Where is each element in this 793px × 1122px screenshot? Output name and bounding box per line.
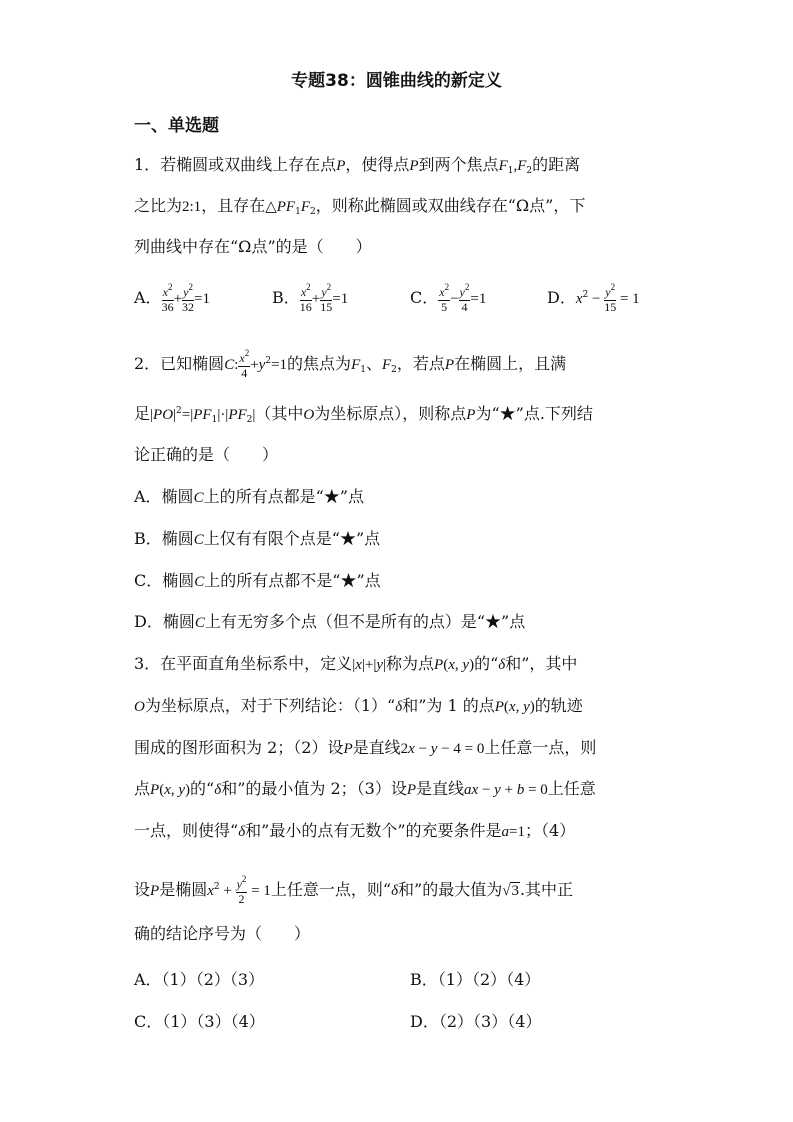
q3-line-2: O为坐标原点，对于下列结论：（1）“δ和”为 1 的点P(x, y)的轨迹 [134, 696, 583, 715]
q1-line-2: 之比为2:1，且存在$\triangle PF_1F_2$，则称此椭圆或双曲线存在“Ω点”，下 [134, 196, 586, 217]
q2-option-c: C．椭圆C上的所有点都不是“★”点 [134, 571, 381, 590]
q1-line-3: 列曲线中存在“Ω点”的是（ ） [134, 237, 372, 256]
q3-line-7: 确的结论序号为（ ） [134, 924, 311, 943]
section-heading: 一、单选题 [134, 116, 219, 136]
q2-option-d: D．椭圆C上有无穷多个点（但不是所有的点）是“★”点 [134, 612, 526, 631]
q1-line-1: 1．若椭圆或双曲线上存在点P，使得点P到两个焦点$F_1,F_2$的距离 [134, 155, 581, 176]
q1-option-a: A． $\frac{x^2}{36}$ + $\frac{y^2}{32}$ =1 [134, 282, 210, 314]
q2-option-b: B．椭圆C上仅有有限个点是“★”点 [134, 529, 381, 548]
q3-line-4: 点P(x, y)的“δ和”的最小值为 2；（3）设P是直线ax − y + b = 0上任意 [134, 779, 596, 798]
q1-option-b: B． $\frac{x^2}{16}$ + $\frac{y^2}{15}$ =1 [272, 282, 349, 314]
page-title: 专题38：圆锥曲线的新定义 [291, 71, 502, 91]
q2-line-3: 论正确的是（ ） [134, 445, 279, 464]
q3-line-6: 设P是椭圆$x^2$ + $\frac{y^2}{2}$ = 1上任意一点，则“δ和”的最大值为√3.其中正 [134, 874, 574, 906]
q3-line-5: 一点，则使得“δ和”最小的点有无数个”的充要条件是a=1；（4） [134, 821, 576, 840]
q2-line-2: 足$|PO|^2=|PF_1|\cdot|PF_2|$（其中O为坐标原点），则称点P为“★”点.下列结 [134, 404, 593, 425]
q3-option-b: B．（1）（2）（4） [410, 970, 541, 989]
q3-line-3: 围成的图形面积为 2；（2）设P是直线2x − y − 4 = 0上任意一点，则 [134, 738, 597, 757]
q2-option-a: A．椭圆C上的所有点都是“★”点 [134, 487, 364, 506]
q3-option-d: D．（2）（3）（4） [410, 1012, 542, 1031]
q3-option-a: A．（1）（2）（3） [134, 970, 265, 989]
q1-option-d: D．$x^2$ − $\frac{y^2}{15}$ = 1 [547, 282, 640, 314]
q3-option-c: C．（1）（3）（4） [134, 1012, 265, 1031]
q3-line-1: 3．在平面直角坐标系中，定义|x|+|y|称为点P(x, y)的“δ和”，其中 [134, 654, 578, 673]
q1-option-c: C． $\frac{x^2}{5}$ − $\frac{y^2}{4}$ =1 [410, 282, 487, 314]
q2-line-1: 2．已知椭圆C: $\frac{x^2}{4}$ $+y^2=1$的焦点为$F_1$、$F_2$，若点P在椭圆上，且满 [134, 348, 567, 380]
